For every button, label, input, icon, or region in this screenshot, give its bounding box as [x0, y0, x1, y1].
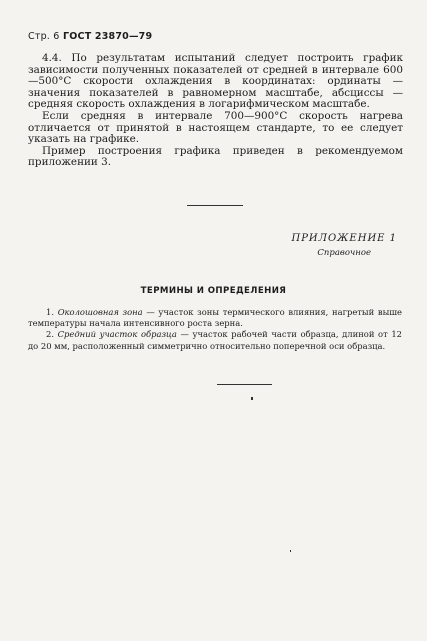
scan-speck — [251, 397, 253, 400]
term-number: 1. — [46, 307, 54, 317]
appendix-title: ПРИЛОЖЕНИЕ 1 — [291, 233, 397, 244]
term-number: 2. — [46, 329, 54, 340]
paragraph-example: Пример построения графика приведен в рекомендуемом приложении 3. — [28, 144, 403, 169]
appendix-subtitle: Справочное — [317, 248, 371, 258]
separator-rule-bottom — [217, 384, 272, 385]
page-header — [28, 31, 152, 42]
term-definition: — участок рабочей части образца, длиной от 12 до 20 мм, расположенный симметрично относительно поперечной оси образца. — [28, 329, 403, 351]
term-definition: — участок зоны термического влияния, нагретый выше температуры начала интенсивного роста зерна. — [28, 307, 402, 329]
paragraph-4-4: 4.4. По результатам испытаний следует построить график зависимости полученных показателей от средней в интервале 600—500°С скорости охлаждения в координатах: ординаты — значения показателей в равномерном масштабе, абсциссы — средняя скорость охлаждения в логарифмическом масштабе. — [28, 52, 403, 111]
term-item — [28, 307, 402, 329]
paragraph-heating-rate: Если средняя в интервале 700—900°С скорость нагрева отличается от принятой в настоящем стандарте, то ее следует указать на графике. — [28, 109, 403, 146]
body-text — [28, 53, 403, 169]
terms-list — [28, 307, 402, 352]
standard-code: ГОСТ 23870—79 — [63, 31, 153, 42]
page-number: Стр. 6 — [28, 31, 60, 42]
section-title: ТЕРМИНЫ И ОПРЕДЕЛЕНИЯ — [140, 286, 287, 296]
term-name: Околошовная зона — [57, 307, 143, 317]
term-item — [28, 329, 402, 351]
term-name: Средний участок образца — [57, 329, 177, 340]
separator-rule-top — [187, 205, 243, 206]
scan-speck — [290, 550, 291, 552]
